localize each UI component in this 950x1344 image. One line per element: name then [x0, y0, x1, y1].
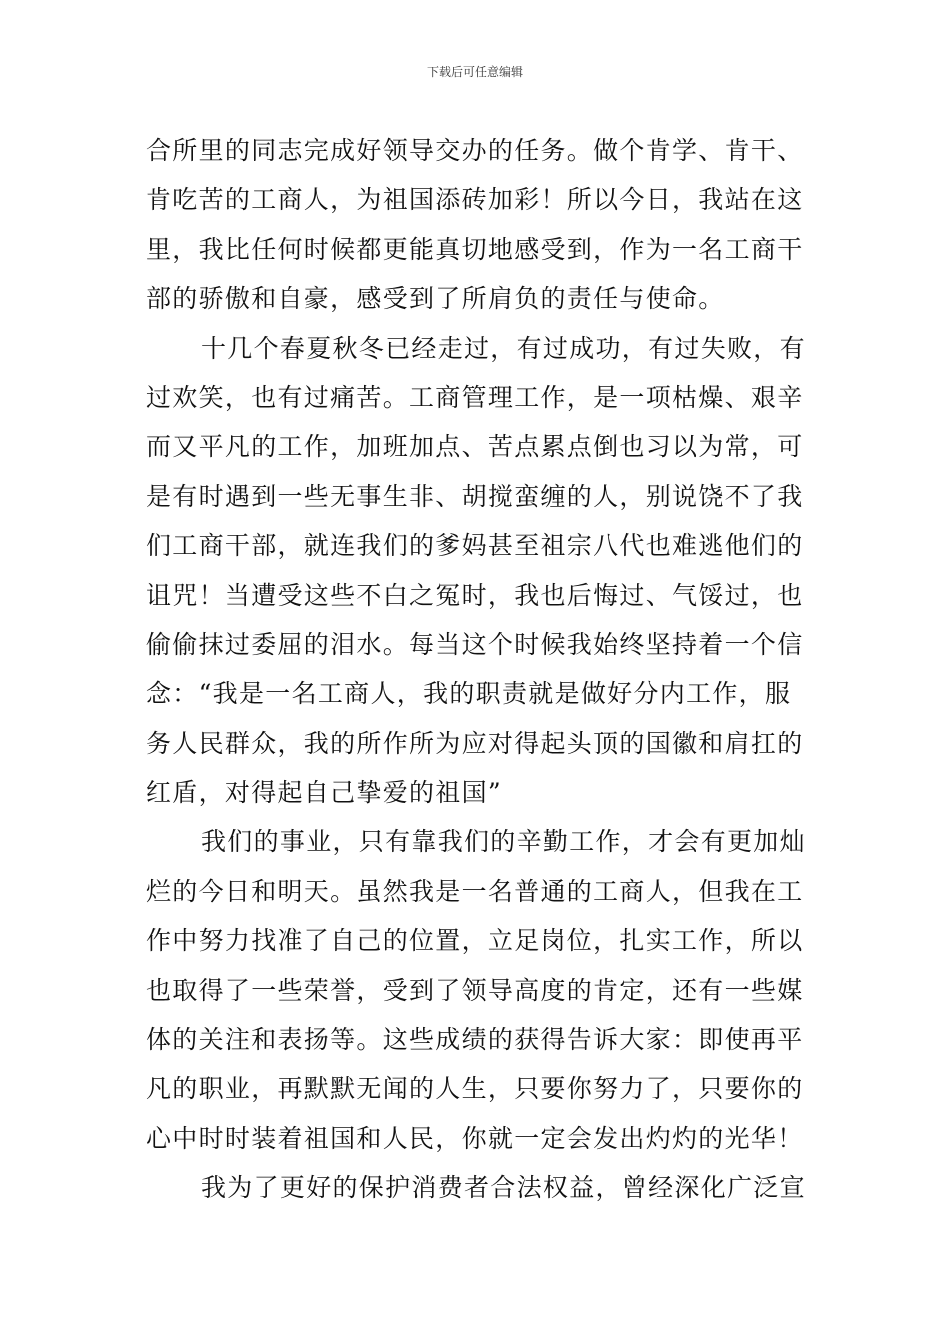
text-line: 十几个春夏秋冬已经走过，有过成功，有过失败，有 [201, 333, 806, 363]
text-line: 过欢笑，也有过痛苦。工商管理工作，是一项枯燥、艰辛 [146, 382, 804, 412]
text-line: 是有时遇到一些无事生非、胡搅蛮缠的人，别说饶不了我 [146, 481, 804, 511]
text-line: 而又平凡的工作，加班加点、苦点累点倒也习以为常，可 [146, 432, 804, 462]
text-line: 烂的今日和明天。虽然我是一名普通的工商人，但我在工 [146, 876, 804, 906]
paragraph [146, 324, 806, 818]
text-line: 红盾，对得起自己挚爱的祖国” [146, 778, 502, 808]
paragraph [146, 126, 806, 324]
text-line: 体的关注和表扬等。这些成绩的获得告诉大家：即使再平 [146, 1025, 804, 1055]
text-line: 们工商干部，就连我们的爹妈甚至祖宗八代也难逃他们的 [146, 531, 804, 561]
page-header: 下载后可任意编辑 [426, 65, 523, 79]
text-line: 合所里的同志完成好领导交办的任务。做个肯学、肯干、 [146, 136, 804, 165]
text-line: 偷偷抹过委屈的泪水。每当这个时候我始终坚持着一个信 [146, 629, 804, 659]
text-line: 里，我比任何时候都更能真切地感受到，作为一名工商干 [146, 234, 804, 264]
text-line: 作中努力找准了自己的位置，立足岗位，扎实工作，所以 [146, 926, 804, 956]
text-line: 我为了更好的保护消费者合法权益，曾经深化广泛宣 [201, 1173, 806, 1203]
text-line: 诅咒！当遭受这些不白之冤时，我也后悔过、气馁过，也 [146, 580, 804, 610]
text-line: 凡的职业，再默默无闻的人生，只要你努力了，只要你的 [146, 1074, 804, 1104]
text-line: 我们的事业，只有靠我们的辛勤工作，才会有更加灿 [201, 827, 806, 857]
paragraph [146, 817, 806, 1163]
text-line: 部的骄傲和自豪，感受到了所肩负的责任与使命。 [146, 284, 725, 314]
text-line: 也取得了一些荣誉，受到了领导高度的肯定，还有一些媒 [146, 975, 804, 1005]
paragraph [146, 1163, 806, 1212]
text-line: 务人民群众，我的所作所为应对得起头顶的国徽和肩扛的 [146, 728, 804, 758]
document-body [146, 126, 806, 1213]
text-line: 心中时时装着祖国和人民，你就一定会发出灼灼的光华！ [146, 1123, 804, 1153]
text-line: 肯吃苦的工商人，为祖国添砖加彩！所以今日，我站在这 [146, 185, 804, 215]
text-line: 念：“我是一名工商人，我的职责就是做好分内工作，服 [146, 679, 792, 709]
